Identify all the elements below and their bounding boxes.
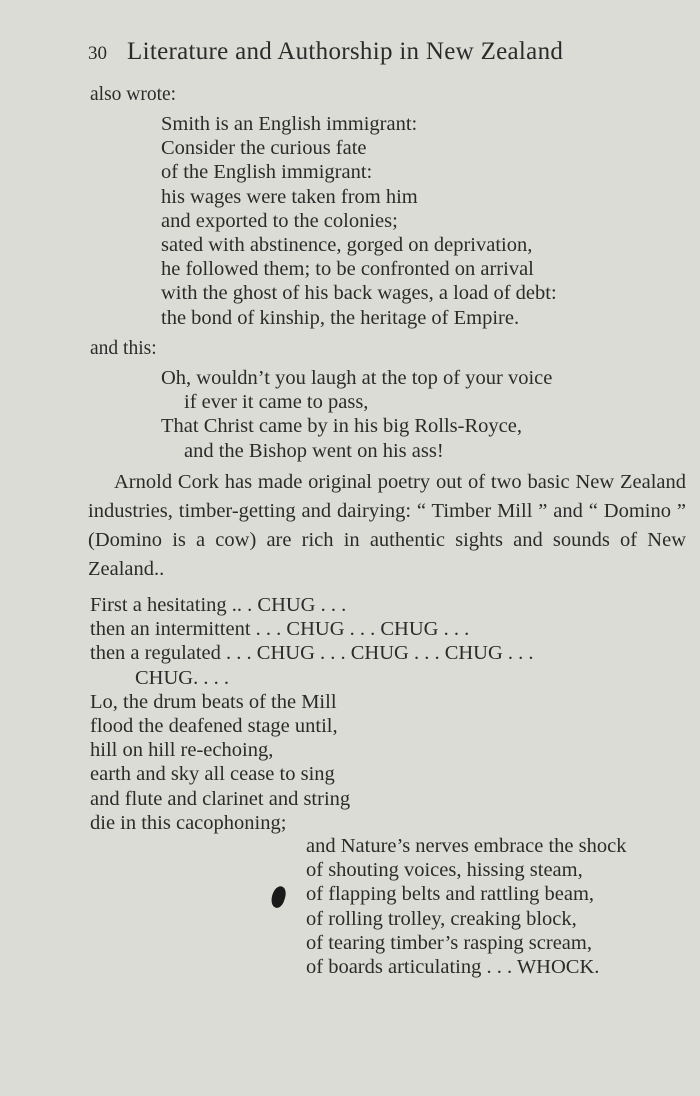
poem-line: and flute and clarinet and string xyxy=(90,787,351,810)
poem-line: First a hesitating .. . CHUG . . . xyxy=(90,594,347,616)
poem-line: Oh, wouldn’t you laugh at the top of your voice xyxy=(161,367,553,389)
poem-line: of the English immigrant: xyxy=(161,161,373,184)
poem-line: Smith is an English immigrant: xyxy=(161,113,418,135)
poem-timber-mill xyxy=(90,593,534,835)
body-paragraph: Arnold Cork has made original poetry out of two basic New Zealand industries, timber-getting and dairying: “ Timber Mill ” and “ Domino ” (Domino is a cow) are rich in authentic sights and sounds of New Zealand.. xyxy=(88,471,686,580)
intro-and-this: and this: xyxy=(90,338,157,359)
poem-line: then a regulated . . . CHUG . . . CHUG . . . CHUG . . . xyxy=(90,642,534,665)
poem-line: with the ghost of his back wages, a load of debt: xyxy=(161,282,557,305)
poem-line: die in this cacophoning; xyxy=(90,811,287,834)
poem-line: CHUG. . . . xyxy=(135,666,229,689)
poem-line: That Christ came by in his big Rolls-Royce, xyxy=(161,415,522,438)
poem-line: of boards articulating . . . WHOCK. xyxy=(306,956,600,979)
running-title: Literature and Authorship in New Zealand xyxy=(127,38,564,65)
poem-line: then an intermittent . . . CHUG . . . CHUG . . . xyxy=(90,618,470,641)
poem-line: he followed them; to be confronted on arrival xyxy=(161,258,534,281)
poem-line: Lo, the drum beats of the Mill xyxy=(90,690,337,713)
poem-line: Consider the curious fate xyxy=(161,137,367,160)
poem-line: of flapping belts and rattling beam, xyxy=(306,883,595,906)
poem-line: and exported to the colonies; xyxy=(161,209,398,232)
poem-smith xyxy=(161,112,557,330)
poem-line: of tearing timber’s rasping scream, xyxy=(306,931,592,954)
poem-line: sated with abstinence, gorged on deprivation, xyxy=(161,234,533,257)
poem-line: the bond of kinship, the heritage of Empire. xyxy=(161,306,520,329)
page-header xyxy=(88,38,563,66)
poem-line: if ever it came to pass, xyxy=(184,391,369,414)
poem-line: earth and sky all cease to sing xyxy=(90,763,335,786)
poem-rolls-royce xyxy=(161,366,552,463)
poem-line: hill on hill re-echoing, xyxy=(90,739,274,762)
poem-line: of rolling trolley, creaking block, xyxy=(306,907,577,930)
ink-spot xyxy=(269,885,288,910)
page-number: 30 xyxy=(88,43,107,64)
poem-line: flood the deafened stage until, xyxy=(90,715,338,738)
poem-line: his wages were taken from him xyxy=(161,185,418,208)
intro-also-wrote: also wrote: xyxy=(90,84,177,105)
poem-timber-mill-continued xyxy=(306,834,626,979)
poem-line: and the Bishop went on his ass! xyxy=(184,439,444,462)
poem-line: of shouting voices, hissing steam, xyxy=(306,859,583,882)
poem-line: and Nature’s nerves embrace the shock xyxy=(306,835,627,857)
